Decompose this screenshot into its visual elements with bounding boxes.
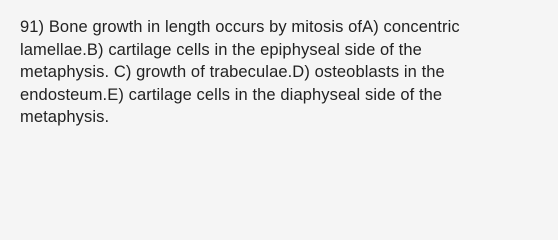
question-line: 91) Bone growth in length occurs by mitosis ofA) concentric (20, 18, 460, 36)
question-text (20, 16, 540, 129)
question-line: endosteum.E) cartilage cells in the diaphyseal side of the (20, 85, 443, 104)
question-line: metaphysis. C) growth of trabeculae.D) osteoblasts in the (20, 63, 445, 81)
question-line: metaphysis. (20, 108, 110, 126)
question-line: lamellae.B) cartilage cells in the epiphyseal side of the (20, 40, 422, 59)
